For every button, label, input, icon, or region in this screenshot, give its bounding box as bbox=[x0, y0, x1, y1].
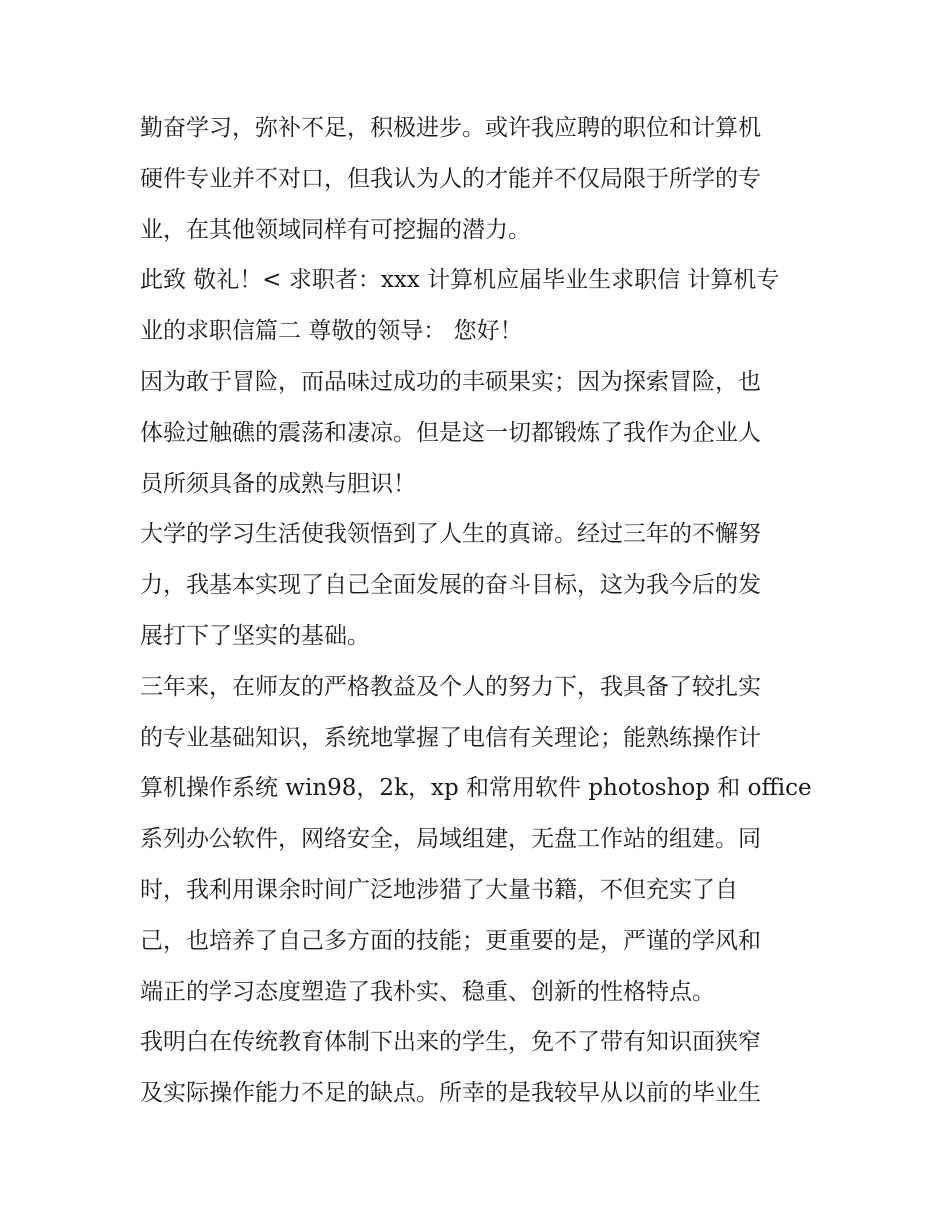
text-line: 及实际操作能力不足的缺点。所幸的是我较早从以前的毕业生 bbox=[140, 1080, 761, 1107]
text-line: 展打下了坚实的基础。 bbox=[140, 622, 370, 649]
text-line: 时，我利用课余时间广泛地涉猎了大量书籍，不但充实了自 bbox=[140, 876, 738, 903]
text-line: 员所须具备的成熟与胆识！ bbox=[140, 470, 416, 497]
text-line: 业的求职信篇二 尊敬的领导： 您好！ bbox=[140, 318, 523, 345]
document-body bbox=[140, 103, 815, 1119]
text-line: 三年来，在师友的严格教益及个人的努力下，我具备了较扎实 bbox=[140, 673, 761, 700]
text-line: 力，我基本实现了自己全面发展的奋斗目标，这为我今后的发 bbox=[140, 572, 761, 599]
paragraph-2 bbox=[140, 255, 815, 357]
text-line: 业，在其他领域同样有可挖掘的潜力。 bbox=[140, 216, 531, 243]
text-line: 因为敢于冒险，而品味过成功的丰硕果实；因为探索冒险，也 bbox=[140, 368, 761, 395]
text-line: 我明白在传统教育体制下出来的学生，免不了带有知识面狭窄 bbox=[140, 1029, 761, 1056]
text-line: 硬件专业并不对口，但我认为人的才能并不仅局限于所学的专 bbox=[140, 165, 761, 192]
paragraph-1 bbox=[140, 103, 815, 255]
paragraph-4 bbox=[140, 509, 815, 661]
paragraph-3 bbox=[140, 357, 815, 509]
paragraph-5 bbox=[140, 662, 815, 1018]
text-line: 大学的学习生活使我领悟到了人生的真谛。经过三年的不懈努 bbox=[140, 521, 761, 548]
text-line: 系列办公软件，网络安全，局域组建，无盘工作站的组建。同 bbox=[140, 826, 761, 853]
text-line: 此致 敬礼！< 求职者：xxx 计算机应届毕业生求职信 计算机专 bbox=[140, 267, 780, 294]
text-line: 体验过触礁的震荡和凄凉。但是这一切都锻炼了我作为企业人 bbox=[140, 419, 761, 446]
text-line: 勤奋学习，弥补不足，积极进步。或许我应聘的职位和计算机 bbox=[140, 115, 761, 141]
text-line: 己，也培养了自己多方面的技能；更重要的是，严谨的学风和 bbox=[140, 927, 761, 954]
text-line: 的专业基础知识，系统地掌握了电信有关理论；能熟练操作计 bbox=[140, 724, 761, 751]
paragraph-6 bbox=[140, 1017, 815, 1119]
text-line: 算机操作系统 win98，2k，xp 和常用软件 photoshop 和 office bbox=[140, 775, 812, 802]
text-line: 端正的学习态度塑造了我朴实、稳重、创新的性格特点。 bbox=[140, 978, 715, 1005]
